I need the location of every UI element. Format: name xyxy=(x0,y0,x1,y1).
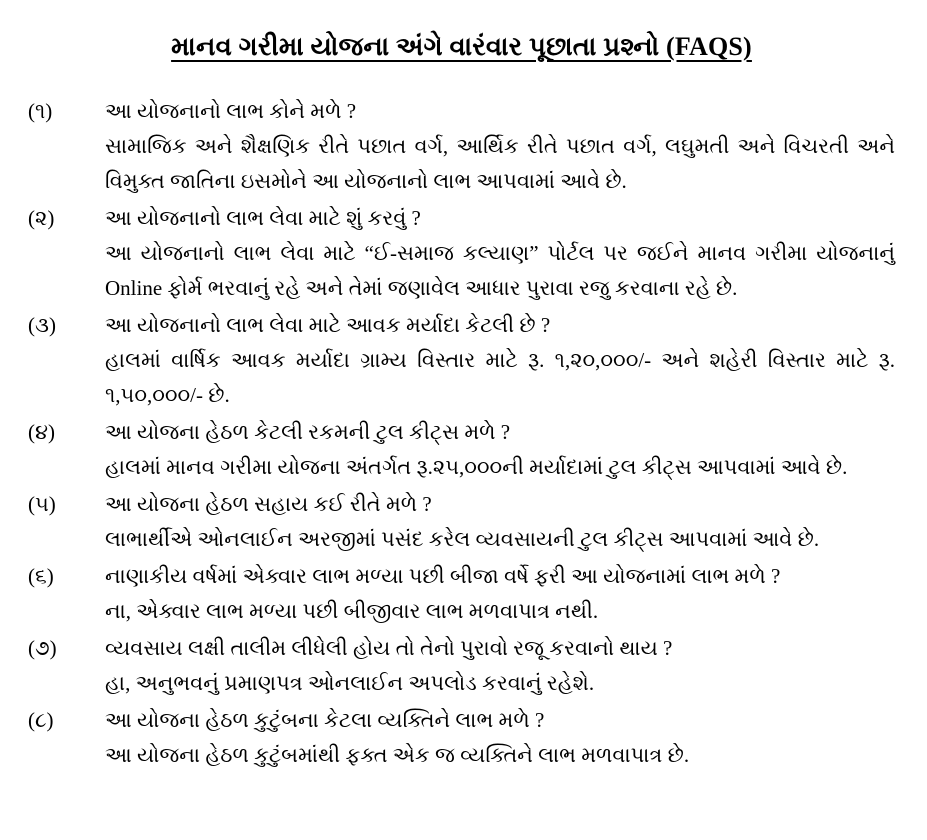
page-title: માનવ ગરીમા યોજના અંગે વારંવાર પૂછાતા પ્રશ્નો (FAQS) xyxy=(171,32,752,61)
faq-item-number: (૬) xyxy=(28,563,54,588)
faq-item-body xyxy=(105,415,895,485)
faq-question: વ્યવસાય લક્ષી તાલીમ લીધેલી હોય તો તેનો પુરાવો રજૂ કરવાનો થાય ? xyxy=(105,635,673,660)
faq-item-number: (૫) xyxy=(28,491,56,516)
faq-item-body xyxy=(105,487,895,557)
faq-item-number: (૧) xyxy=(28,98,53,123)
faq-answer: આ યોજના હેઠળ કુટુંબમાંથી ફક્ત એક જ વ્યક્તિને લાભ મળવાપાત્ર છે. xyxy=(105,742,690,767)
faq-item-2 xyxy=(28,201,895,306)
faq-item-number: (૭) xyxy=(28,635,57,660)
faq-item-8 xyxy=(28,703,895,773)
faq-answer: ના, એક્વાર લાભ મળ્યા પછી બીજીવાર લાભ મળવાપાત્ર નથી. xyxy=(105,598,599,623)
faq-answer: હાલમાં વાર્ષિક આવક મર્યાદા ગ્રામ્ય વિસ્તાર માટે રૂ. ૧,૨૦,૦૦૦/- અને શહેરી વિસ્તાર માટે રૂ. ૧,૫૦,૦૦૦/- છે. xyxy=(105,347,895,407)
faq-item-body xyxy=(105,559,895,629)
faq-answer: હા, અનુભવનું પ્રમાણપત્ર ઓનલાઈન અપલોડ કરવાનું રહેશે. xyxy=(105,670,595,695)
faq-item-number: (૪) xyxy=(28,419,56,444)
faq-item-body xyxy=(105,703,895,773)
faq-answer: સામાજિક અને શૈક્ષણિક રીતે પછાત વર્ગ, આર્થિક રીતે પછાત વર્ગ, લઘુમતી અને વિચરતી અને વિમુક્ત જાતિના ઇસમોને આ યોજનાનો લાભ આપવામાં આવે છે. xyxy=(105,133,895,193)
faq-item-5 xyxy=(28,487,895,557)
faq-list xyxy=(28,94,895,773)
faq-item-body xyxy=(105,94,895,199)
faq-answer: હાલમાં માનવ ગરીમા યોજના અંતર્ગત રૂ.૨૫,૦૦૦ની મર્યાદામાં ટુલ કીટ્સ આપવામાં આવે છે. xyxy=(105,454,848,479)
faq-item-1 xyxy=(28,94,895,199)
faq-question: નાણાકીય વર્ષમાં એક્વાર લાભ મળ્યા પછી બીજા વર્ષે ફરી આ યોજનામાં લાભ મળે ? xyxy=(105,563,781,588)
faq-question: આ યોજનાનો લાભ કોને મળે ? xyxy=(105,98,357,123)
faq-question: આ યોજના હેઠળ કેટલી રકમની ટુલ કીટ્સ મળે ? xyxy=(105,419,511,444)
faq-item-number: (૨) xyxy=(28,205,55,230)
faq-item-body xyxy=(105,201,895,306)
faq-question: આ યોજના હેઠળ સહાય કઈ રીતે મળે ? xyxy=(105,491,432,516)
faq-question: આ યોજનાનો લાભ લેવા માટે આવક મર્યાદા કેટલી છે ? xyxy=(105,312,551,337)
faq-question: આ યોજનાનો લાભ લેવા માટે શું કરવું ? xyxy=(105,205,421,230)
faq-answer: લાભાર્થીએ ઓનલાઈન અરજીમાં પસંદ કરેલ વ્યવસાયની ટુલ કીટ્સ આપવામાં આવે છે. xyxy=(105,526,820,551)
faq-item-6 xyxy=(28,559,895,629)
faq-item-4 xyxy=(28,415,895,485)
faq-question: આ યોજના હેઠળ કુટુંબના કેટલા વ્યક્તિને લાભ મળે ? xyxy=(105,707,545,732)
faq-answer: આ યોજનાનો લાભ લેવા માટે “ઈ-સમાજ કલ્યાણ” પોર્ટલ પર જઈને માનવ ગરીમા યોજનાનું Online ફોર્મ ભરવાનું રહે અને તેમાં જણાવેલ આધાર પુરાવા રજુ કરવાના રહે છે. xyxy=(105,240,895,300)
faq-item-number: (૩) xyxy=(28,312,56,337)
faq-item-body xyxy=(105,631,895,701)
faq-item-3 xyxy=(28,308,895,413)
faq-item-7 xyxy=(28,631,895,701)
faq-item-body xyxy=(105,308,895,413)
faq-item-number: (૮) xyxy=(28,707,54,732)
